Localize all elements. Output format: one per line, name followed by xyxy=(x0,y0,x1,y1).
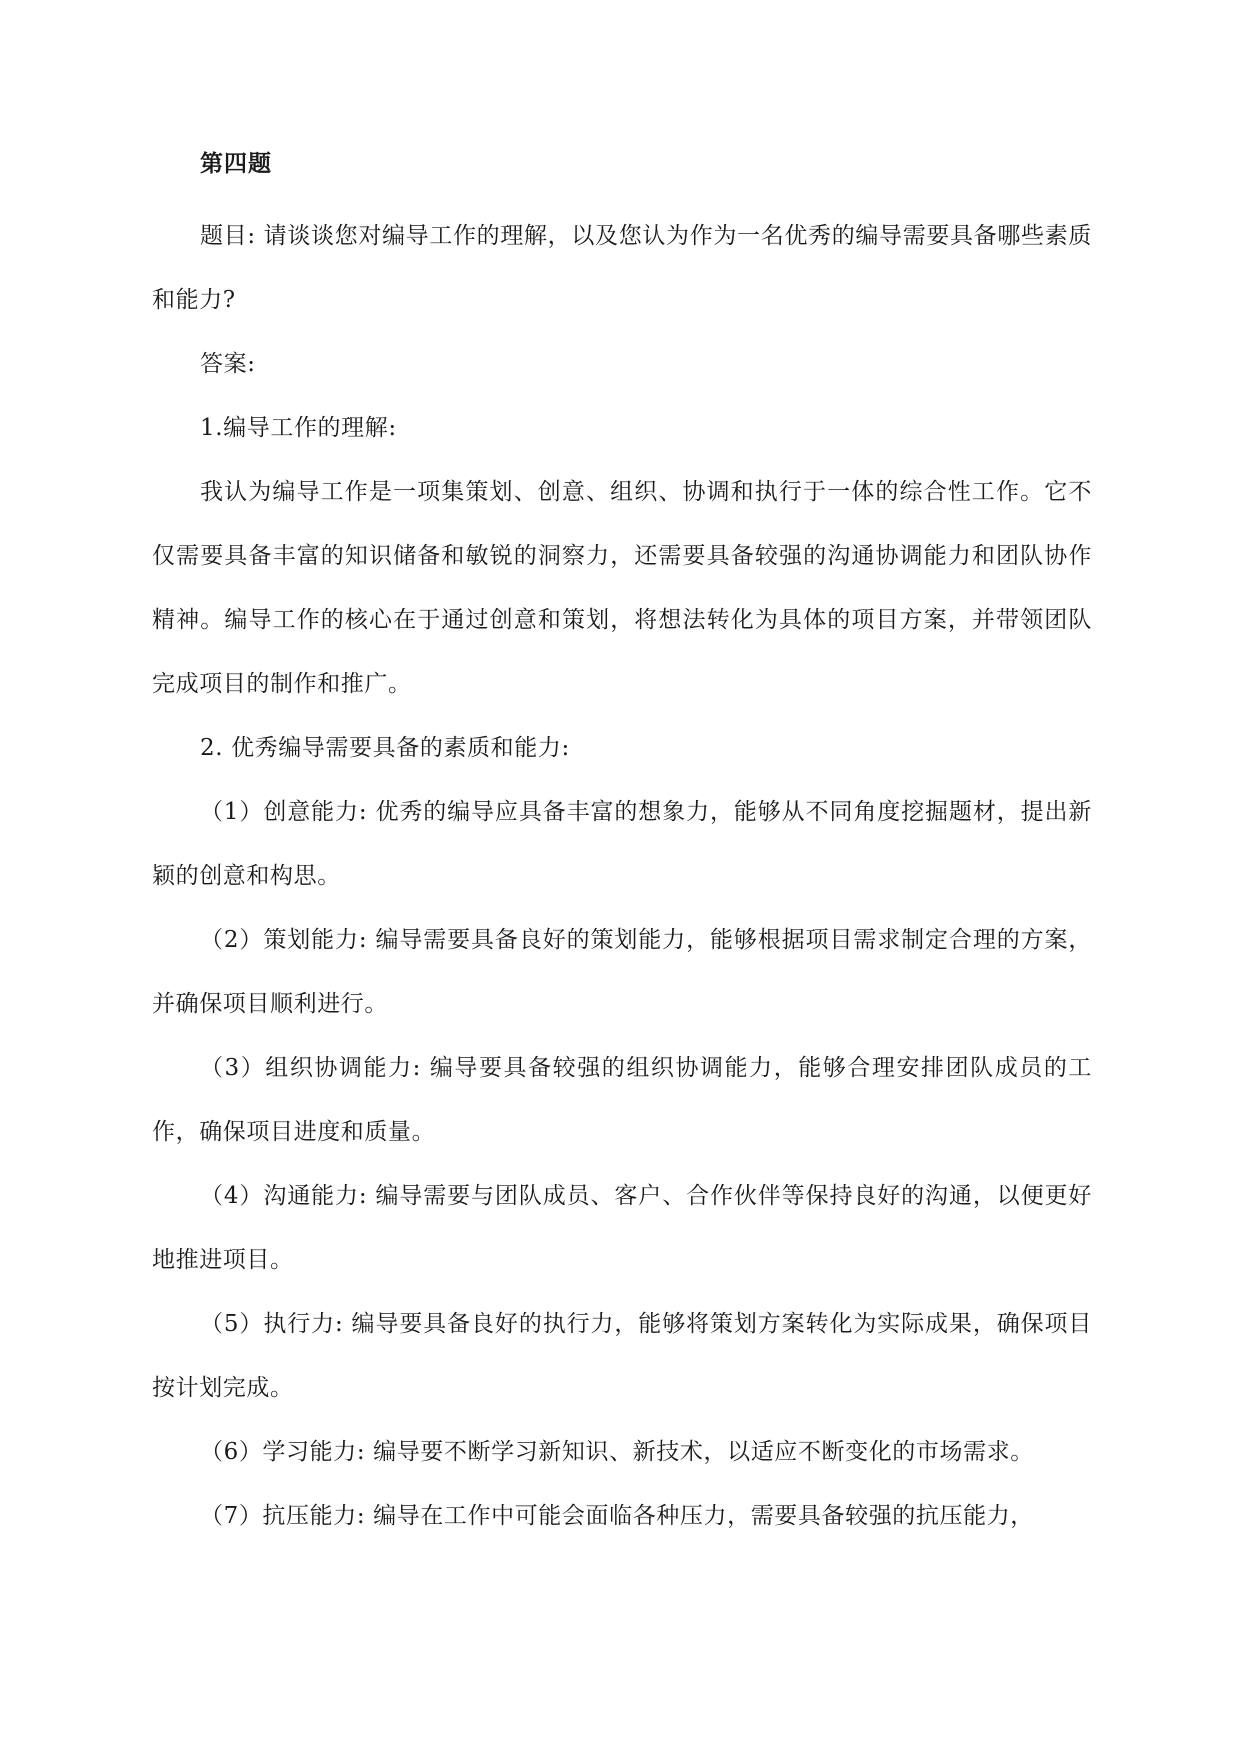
section-qualities-title: 2. 优秀编导需要具备的素质和能力: xyxy=(200,735,570,761)
question-heading: 第四题 xyxy=(200,151,272,177)
answer-label: 答案: xyxy=(200,351,256,377)
quality-item-communication: （4）沟通能力: 编导需要与团队成员、客户、合作伙伴等保持良好的沟通，以便更好地推进项目。 xyxy=(152,1183,1092,1273)
quality-item-planning: （2）策划能力: 编导需要具备良好的策划能力，能够根据项目需求制定合理的方案，并确保项目顺利进行。 xyxy=(152,927,1092,1017)
quality-item-creativity: （1）创意能力: 优秀的编导应具备丰富的想象力，能够从不同角度挖掘题材，提出新颖的创意和构思。 xyxy=(152,799,1092,889)
document-body xyxy=(152,148,1092,1548)
question-prompt: 题目: 请谈谈您对编导工作的理解，以及您认为作为一名优秀的编导需要具备哪些素质和能力? xyxy=(152,223,1092,313)
quality-item-learning: （6）学习能力: 编导要不断学习新知识、新技术，以适应不断变化的市场需求。 xyxy=(200,1439,1034,1465)
understanding-paragraph: 我认为编导工作是一项集策划、创意、组织、协调和执行于一体的综合性工作。它不仅需要具备丰富的知识储备和敏锐的洞察力，还需要具备较强的沟通协调能力和团队协作精神。编导工作的核心在于通过创意和策划，将想法转化为具体的项目方案，并带领团队完成项目的制作和推广。 xyxy=(152,479,1092,697)
quality-item-coordination: （3）组织协调能力: 编导要具备较强的组织协调能力，能够合理安排团队成员的工作，确保项目进度和质量。 xyxy=(152,1055,1092,1145)
quality-item-execution: （5）执行力: 编导要具备良好的执行力，能够将策划方案转化为实际成果，确保项目按计划完成。 xyxy=(152,1311,1092,1401)
section-understanding-title: 1.编导工作的理解: xyxy=(200,415,397,441)
quality-item-stress: （7）抗压能力: 编导在工作中可能会面临各种压力，需要具备较强的抗压能力， xyxy=(200,1503,1034,1529)
